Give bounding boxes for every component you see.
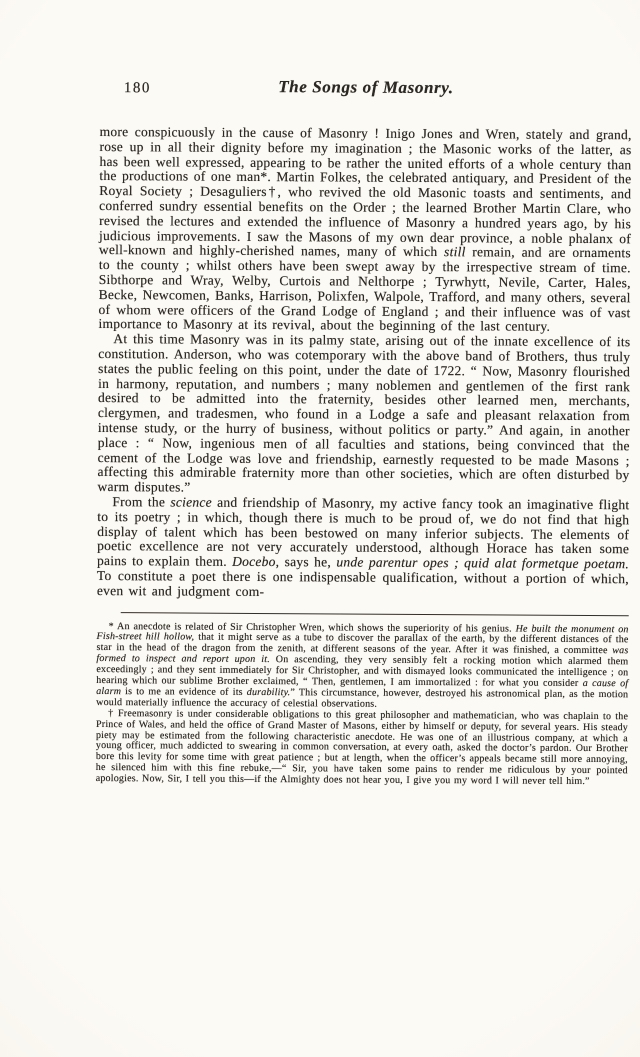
footnote: † Freemasonry is under considerable obligations to this great philosopher and mathematician, who was chaplain to the Prince of Wales, and held the office of Grand Master of Masons, either by himself or deputy, for several years. His steady piety may be estimated from the following characteristic anecdote. He was one of an illustrious company, at which a young officer, much addicted to swearing in common conversation, at every oath, asked the doctor’s pardon. Our Brother bore this levity for some time with great patience ; but at length, when the officer’s appeals became still more annoying, he silenced him with this fine rebuke,—“ Sir, you have taken some pains to render me ridiculous by your pointed apologies. Now, Sir, I tell you this—if the Almighty does not hear you, I give you my word I will never tell him.” [95,707,629,788]
footnote-marker: * [108,620,114,632]
running-head [100,76,632,109]
body-text [97,125,632,602]
body-paragraph: From the science and friendship of Masonry, my active fancy took an imaginative flight to its poetry ; in which, though there is much to be proud of, we do not find that high display of talent which has been bestowed on many inferior subjects. The elements of poetic excellence are not very accurately understood, although Horace has taken some pains to explain them. Docebo, says he, unde parentur opes ; quid alat formetque poetam. To constitute a poet there is one indispensable qualification, without a portion of which, even wit and judgment com- [96,494,630,599]
body-paragraph: At this time Masonry was in its palmy state, arising out of the innate excellence of its constitution. Anderson, who was cotemporary with the above band of Brothers, thus truly states the public feeling on this point, under the date of 1722. “ Now, Masonry flourished in harmony, reputation, and numbers ; many noblemen and gentlemen of the first rank desired to be admitted into the fraternity, besides other learned men, merchants, clergymen, and tradesmen, who found in a Lodge a safe and pleasant relaxation from intense study, or the hurry of business, without politics or party.” And again, in another place : “ Now, ingenious men of all faculties and stations, being convinced that the cement of the Lodge was love and friendship, earnestly requested to be made Masons ; affecting this admirable fraternity more than other societies, which are often disturbed by warm disputes.” [97,331,631,495]
page-number: 180 [123,80,151,97]
footnote-marker: * [260,169,268,185]
footnote-marker: † [266,184,278,200]
footnote-separator-rule [121,612,629,616]
footnote: * An anecdote is related of Sir Christopher Wren, which shows the superiority of his genius. He built the monument on Fish-street hill hollow, that it might serve as a tube to discover the parallax of the earth, by the different distances of the star in the head of the dragon from the zenith, at different seasons of the year. After it was finished, a committee was formed to inspect and report upon it. On ascending, they very sensibly felt a rocking motion which alarmed them exceedingly ; and they sent immediately for Sir Christopher, and with dismayed looks communicated the intelligence ; on hearing which our sublime Brother exclaimed, “ Then, gentlemen, I am immortalized : for what you consider a cause of alarm is to me an evidence of its durability.” This circumstance, however, destroyed his astronomical plan, as the motion would materially influence the accuracy of celestial observations. [96,620,629,710]
footnote-marker: † [108,707,114,719]
footnotes [96,621,629,788]
page-content [96,76,632,788]
running-title: The Songs of Masonry. [278,77,454,98]
body-paragraph: more conspicuously in the cause of Masonry ! Inigo Jones and Wren, stately and grand, rose up in all their dignity before my imagination ; the Masonic works of the latter, as has been well expressed, appearing to be rather the united efforts of a whole century than the productions of one man*. Martin Folkes, the celebrated antiquary, and President of the Royal Society ; Desaguliers†, who revived the old Masonic toasts and sentiments, and conferred sundry essential benefits on the Order ; the learned Brother Martin Clare, who revised the lectures and extended the influence of Masonry a hundred years ago, by his judicious improvements. I saw the Masons of my own dear province, a noble phalanx of well-known and highly-cherished names, many of which still remain, and are ornaments to the county ; whilst others have been swept away by the irrespective stream of time. Sibthorpe and Wray, Welby, Curtois and Nelthorpe ; Tyrwhytt, Nevile, Carter, Hales, Becke, Newcomen, Banks, Harrison, Polixfen, Walpole, Trafford, and many others, several of whom were officers of the Grand Lodge of England ; and their influence was of vast importance to Masonry at its revival, about the beginning of the last century. [98,123,632,335]
